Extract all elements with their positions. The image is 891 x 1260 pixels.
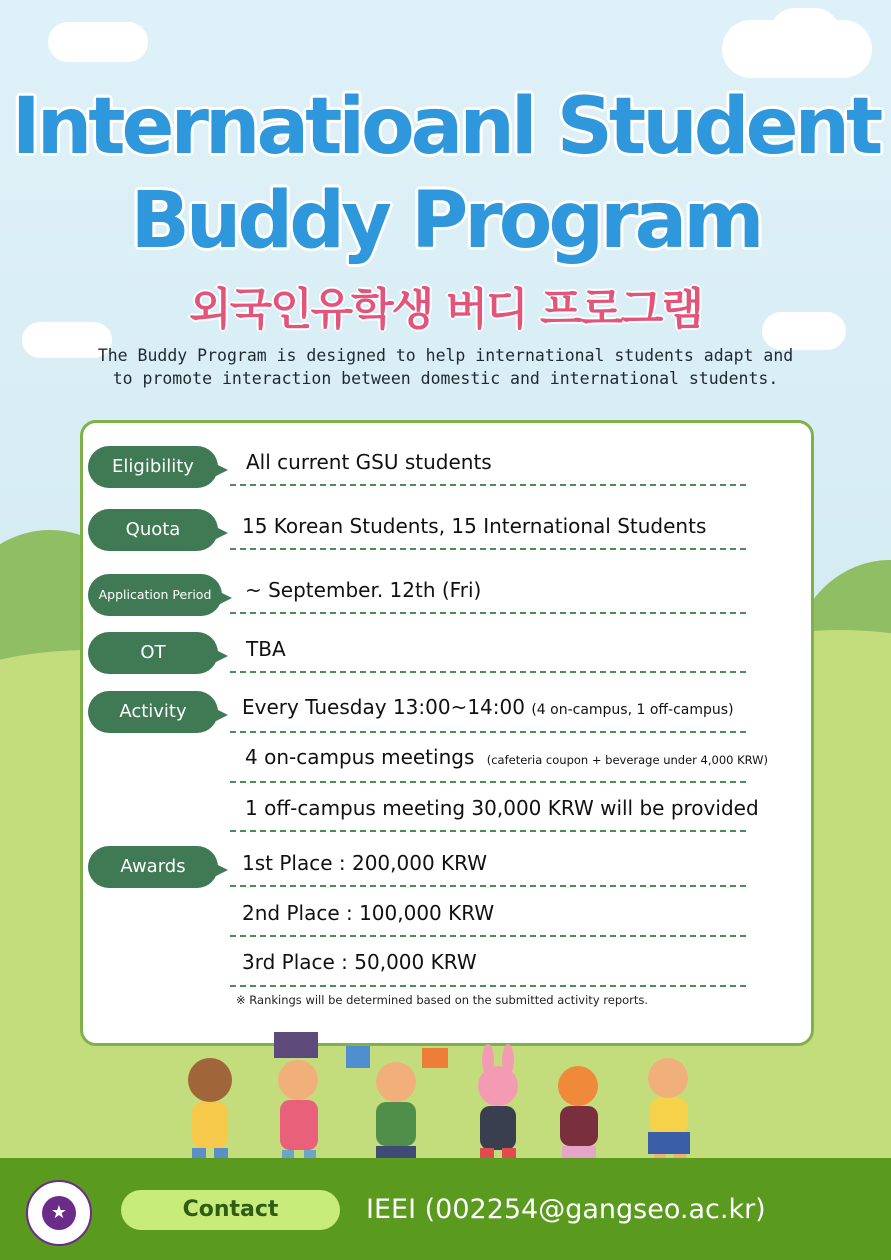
girl2-character	[648, 1058, 690, 1174]
divider	[230, 612, 746, 614]
activity-note: (4 on-campus, 1 off-campus)	[531, 702, 734, 718]
oncampus-note: (cafeteria coupon + beverage under 4,000 KRW)	[486, 753, 769, 767]
quota-value: 15 Korean Students, 15 International Students	[242, 514, 707, 538]
cloud-decoration	[770, 8, 840, 58]
cloud-decoration	[48, 22, 148, 62]
divider	[230, 484, 746, 486]
footnote: ※ Rankings will be determined based on the submitted activity reports.	[236, 993, 649, 1007]
boy-character	[346, 1046, 448, 1170]
divider	[230, 830, 746, 832]
main-title-line2: Buddy Program	[130, 176, 761, 266]
university-logo	[26, 1180, 92, 1246]
tag-awards: Awards	[88, 846, 218, 888]
bear-character	[188, 1058, 232, 1174]
divider	[230, 985, 746, 987]
tag-activity: Activity	[88, 691, 218, 733]
offcampus-value: 1 off-campus meeting 30,000 KRW will be provided	[245, 796, 759, 820]
contact-email[interactable]: IEEI (002254@gangseo.ac.kr)	[366, 1194, 766, 1225]
main-title-line1: Internatioanl Student	[11, 82, 880, 172]
rabbit-character	[478, 1044, 518, 1172]
intro-text	[60, 344, 831, 390]
intro-line: to promote interaction between domestic and international students.	[112, 369, 779, 388]
oncampus-value	[245, 745, 768, 769]
girl-character	[274, 1032, 318, 1174]
divider	[230, 548, 746, 550]
korean-title: 외국인유학생 버디 프로그램	[189, 284, 702, 335]
tag-application-period: Application Period	[88, 574, 222, 616]
ot-value: TBA	[246, 637, 286, 661]
activity-schedule: Every Tuesday 13:00~14:00	[242, 695, 525, 719]
eligibility-value: All current GSU students	[246, 450, 492, 474]
tag-ot: OT	[88, 632, 218, 674]
oncampus-text: 4 on-campus meetings	[245, 745, 475, 769]
divider	[230, 935, 746, 937]
tag-quota: Quota	[88, 509, 218, 551]
contact-button[interactable]: Contact	[121, 1190, 340, 1230]
divider	[230, 781, 746, 783]
divider	[230, 671, 746, 673]
activity-value	[242, 695, 734, 719]
tag-eligibility: Eligibility	[88, 446, 218, 488]
divider	[230, 731, 746, 733]
award-first: 1st Place : 200,000 KRW	[242, 851, 488, 875]
divider	[230, 885, 746, 887]
award-second: 2nd Place : 100,000 KRW	[242, 901, 495, 925]
award-third: 3rd Place : 50,000 KRW	[242, 950, 477, 974]
star-icon: ★	[42, 1196, 76, 1230]
characters-illustration	[170, 1020, 730, 1180]
period-value: ~ September. 12th (Fri)	[245, 578, 482, 602]
intro-line: The Buddy Program is designed to help international students adapt and	[97, 346, 794, 365]
cat-character	[558, 1066, 598, 1170]
